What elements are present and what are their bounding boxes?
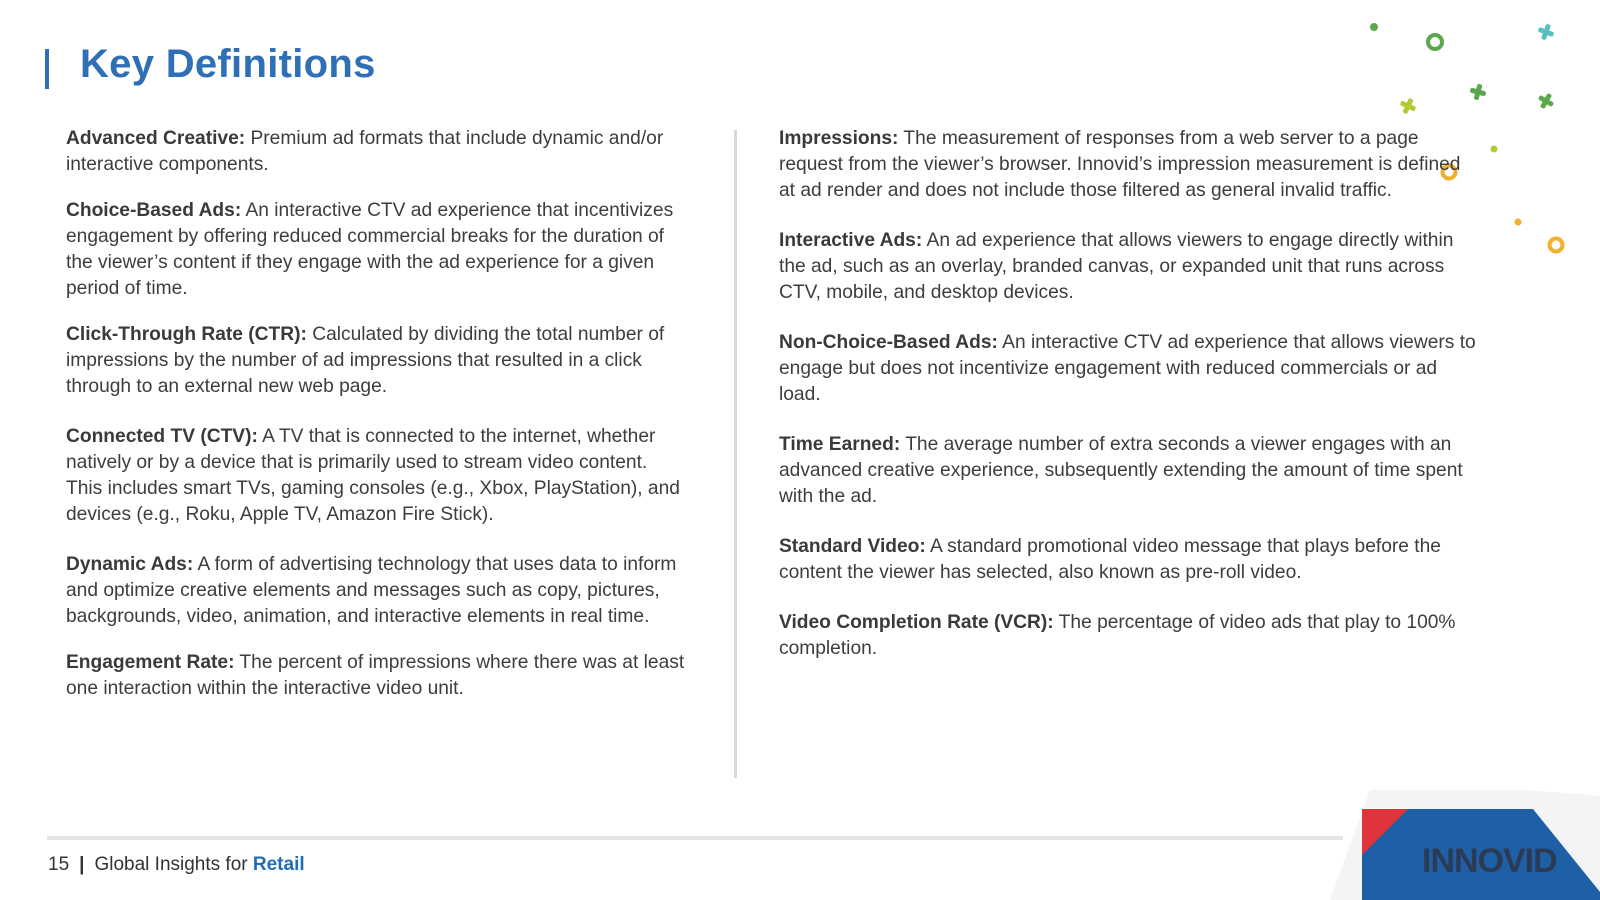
definition-term: Engagement Rate: [66, 652, 235, 673]
definitions-left-column [66, 126, 686, 702]
definition-text: The measurement of responses from a web server to a page request from the viewer’s browser. Innovid’s impression measurement is defined at ad render and does not include those filtered as general invalid traffic. [779, 128, 1461, 201]
definition-text: An ad experience that allows viewers to engage directly within the ad, such as an overlay, branded canvas, or expanded unit that runs across CTV, mobile, and desktop devices. [779, 230, 1454, 303]
definition-text: Calculated by dividing the total number of impressions by the number of ad impressions that resulted in a click through to an external new web page. [66, 324, 665, 397]
definition-text: A form of advertising technology that uses data to inform and optimize creative elements and messages such as copy, pictures, backgrounds, video, animation, and interactive elements in real time. [66, 554, 677, 627]
innovid-logo [1330, 790, 1600, 900]
footer-text: Global Insights for [94, 854, 253, 875]
definition-term: Non-Choice-Based Ads: [779, 332, 998, 353]
definition-term: Interactive Ads: [779, 230, 923, 251]
definition-time-earned [779, 432, 1479, 510]
footer-rule [47, 836, 1343, 840]
definition-standard-video [779, 534, 1479, 586]
definition-vcr [779, 610, 1479, 662]
footer [48, 854, 305, 876]
definition-choice-based-ads [66, 198, 686, 302]
definition-term: Time Earned: [779, 434, 901, 455]
definition-text: The percent of impressions where there was at least one interaction within the interactive video unit. [66, 652, 685, 699]
footer-highlight: Retail [252, 854, 305, 875]
definition-text: The percentage of video ads that play to 100% completion. [779, 612, 1456, 659]
definition-ctv [66, 424, 686, 528]
title-accent-bar [45, 49, 49, 89]
definition-ctr [66, 322, 686, 400]
definition-interactive-ads [779, 228, 1479, 306]
definition-text: Premium ad formats that include dynamic and/or interactive components. [66, 128, 664, 175]
definition-impressions [779, 126, 1479, 204]
logo-text: INNOVID [1422, 842, 1557, 880]
footer-separator: | [79, 854, 85, 875]
page-number: 15 [48, 854, 70, 875]
definitions-right-column [779, 126, 1479, 662]
definition-term: Impressions: [779, 128, 899, 149]
definition-text: A standard promotional video message that plays before the content the viewer has selected, also known as pre-roll video. [779, 536, 1441, 583]
page-title: Key Definitions [80, 42, 376, 86]
definition-term: Choice-Based Ads: [66, 200, 242, 221]
definition-term: Advanced Creative: [66, 128, 246, 149]
definition-text: A TV that is connected to the internet, whether natively or by a device that is primarily used to stream video content. This includes smart TVs, gaming consoles (e.g., Xbox, PlayStation), and devices (e.g., Roku, Apple TV, Amazon Fire Stick). [66, 426, 680, 525]
definition-dynamic-ads [66, 552, 686, 630]
definition-term: Dynamic Ads: [66, 554, 194, 575]
definition-term: Click-Through Rate (CTR): [66, 324, 307, 345]
definition-non-choice-based-ads [779, 330, 1479, 408]
definition-term: Connected TV (CTV): [66, 426, 258, 447]
definition-term: Video Completion Rate (VCR): [779, 612, 1054, 633]
definition-text: An interactive CTV ad experience that incentivizes engagement by offering reduced commercial breaks for the duration of the viewer’s content if they engage with the ad experience for a given period of time. [66, 200, 674, 299]
definition-text: The average number of extra seconds a viewer engages with an advanced creative experience, subsequently extending the amount of time spent with the ad. [779, 434, 1463, 507]
column-divider [734, 130, 737, 778]
definition-advanced-creative [66, 126, 686, 178]
definition-engagement-rate [66, 650, 686, 702]
definition-text: An interactive CTV ad experience that allows viewers to engage but does not incentivize engagement with reduced commercials or ad load. [779, 332, 1476, 405]
definition-term: Standard Video: [779, 536, 926, 557]
